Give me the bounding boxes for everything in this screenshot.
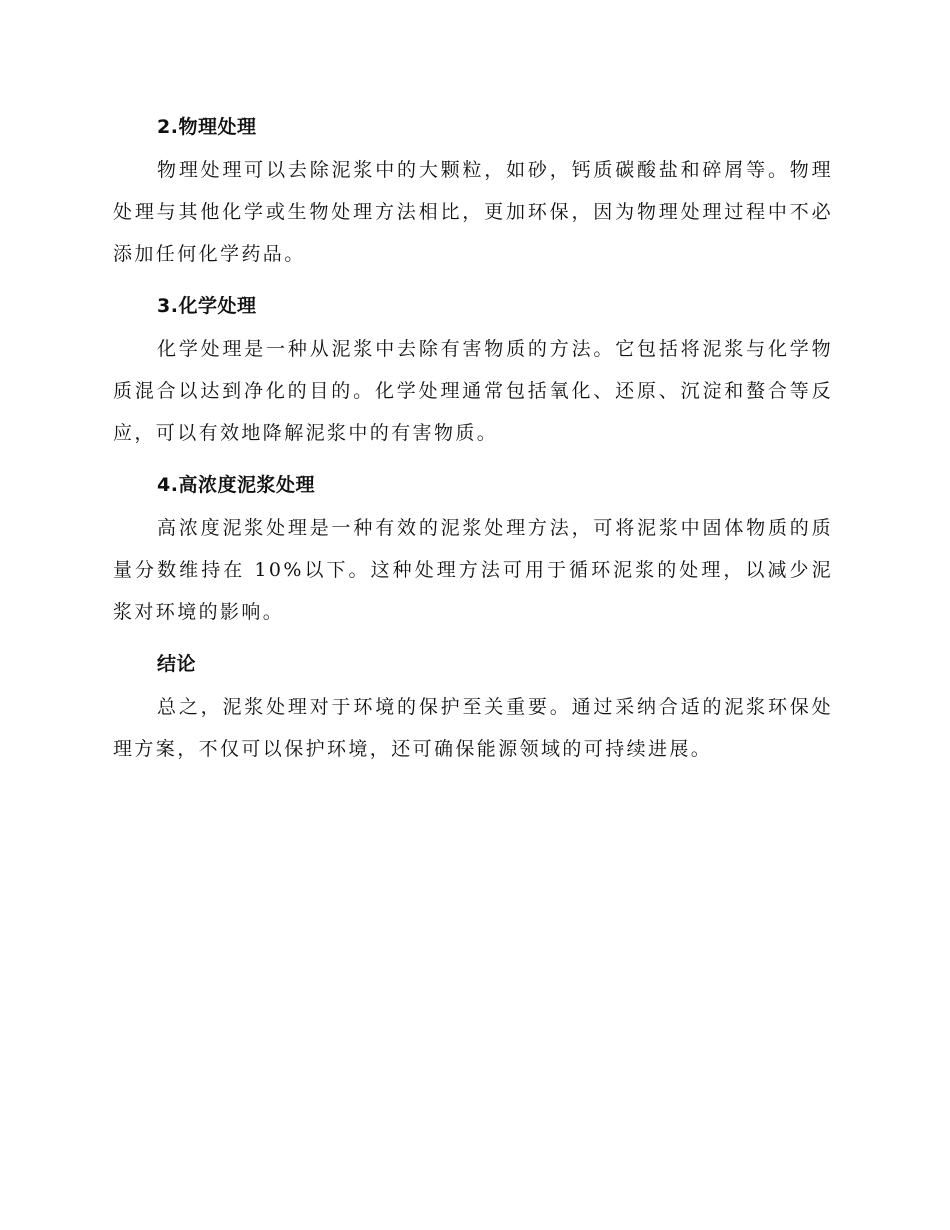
section-body-chemical: 化学处理是一种从泥浆中去除有害物质的方法。它包括将泥浆与化学物质混合以达到净化的目的。化学处理通常包括氧化、还原、沉淀和螯合等反应，可以有效地降解泥浆中的有害物质。 <box>113 338 833 444</box>
section-body-high-concentration: 高浓度泥浆处理是一种有效的泥浆处理方法，可将泥浆中固体物质的质量分数维持在 10%以下。这种处理方法可用于循环泥浆的处理，以减少泥浆对环境的影响。 <box>113 517 833 623</box>
section-body-conclusion: 总之，泥浆处理对于环境的保护至关重要。通过采纳合适的泥浆环保处理方案，不仅可以保护环境，还可确保能源领域的可持续进展。 <box>113 696 833 760</box>
section-heading-conclusion: 结论 <box>157 653 197 675</box>
section-body-physical: 物理处理可以去除泥浆中的大颗粒，如砂，钙质碳酸盐和碎屑等。物理处理与其他化学或生物处理方法相比，更加环保，因为物理处理过程中不必添加任何化学药品。 <box>113 159 833 265</box>
section-heading-high-concentration: 4.高浓度泥浆处理 <box>157 474 315 496</box>
section-heading-chemical: 3.化学处理 <box>157 295 257 317</box>
section-heading-physical: 2.物理处理 <box>157 116 257 138</box>
document-page <box>113 105 833 779</box>
